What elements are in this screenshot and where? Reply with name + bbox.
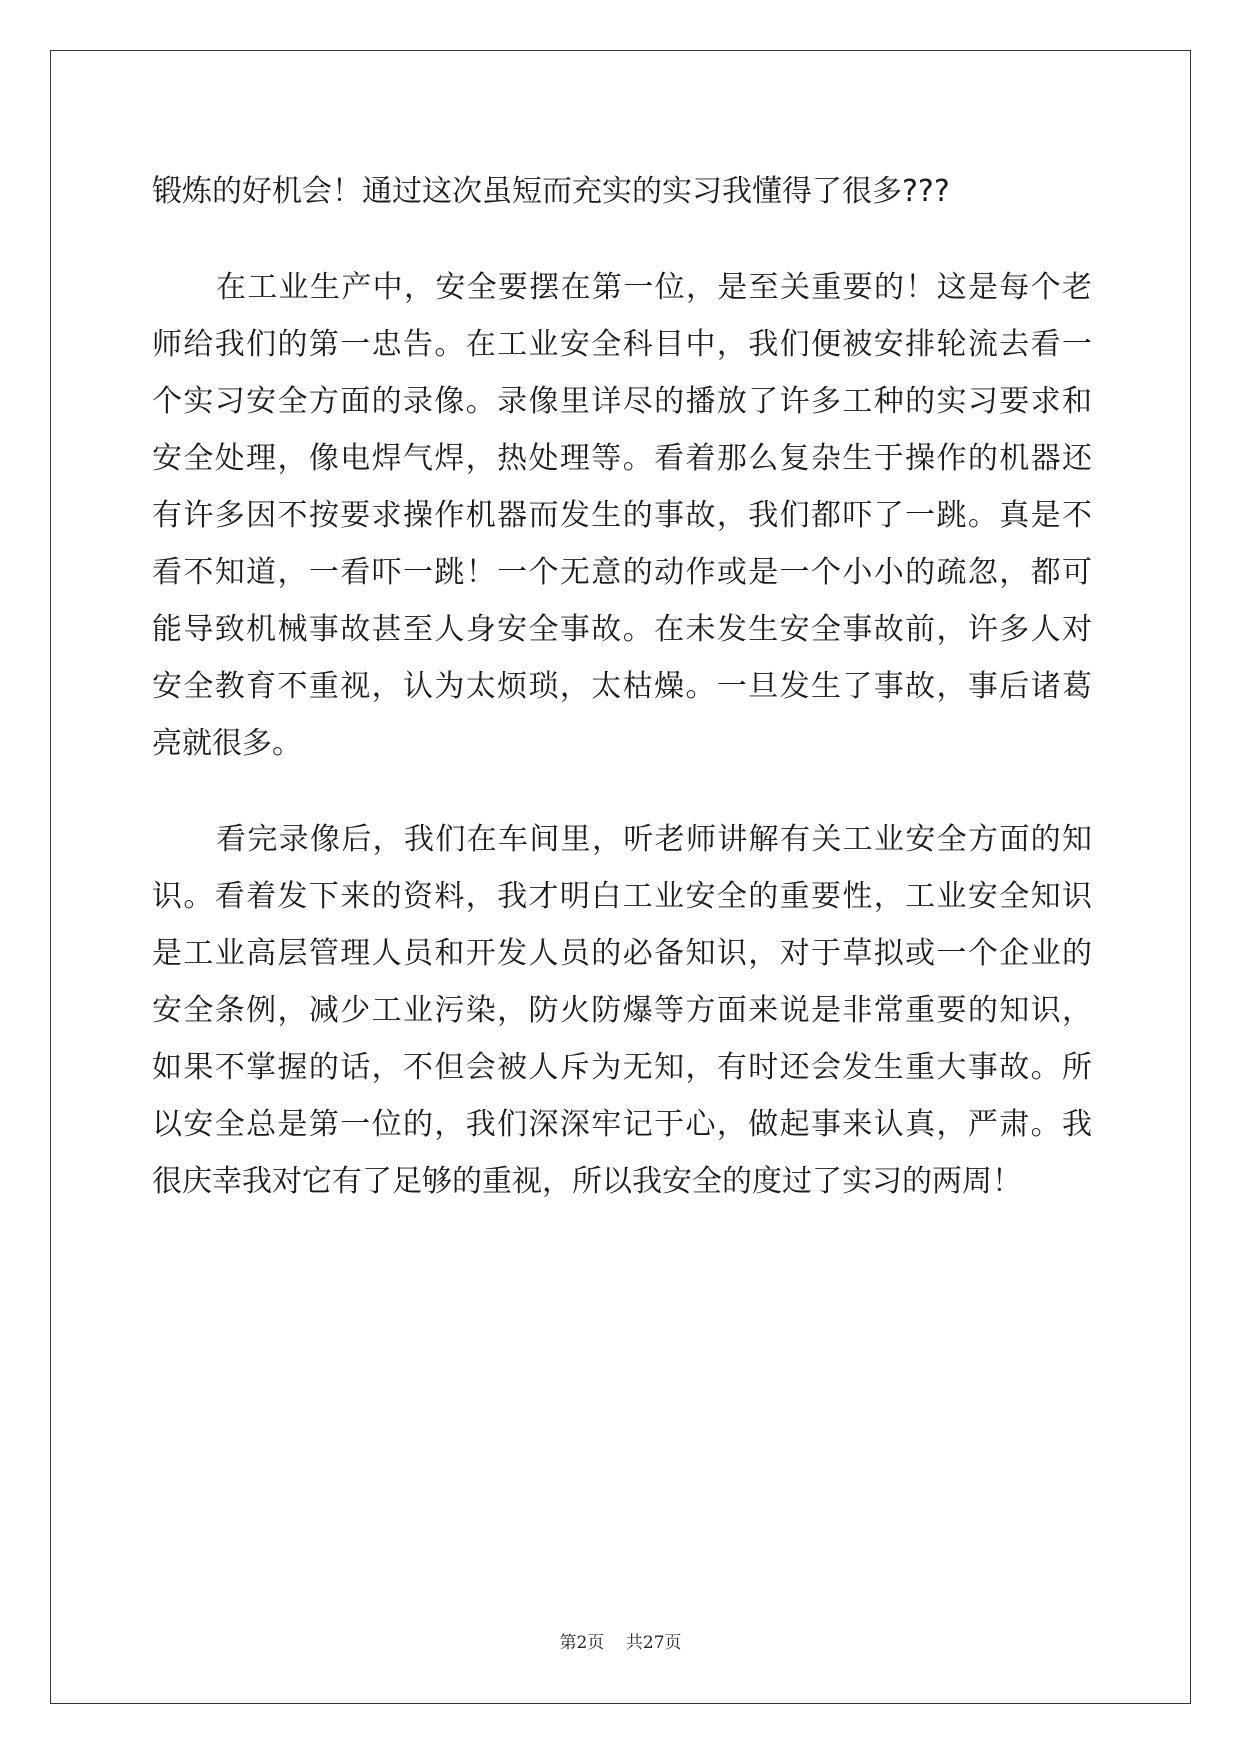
page-footer (0, 1631, 1241, 1655)
document-body (152, 163, 1092, 1210)
text-line: 看完录像后，我们在车间里，听老师讲解有关工业安全方面的知 (216, 822, 1092, 857)
text-line: 安全条例，减少工业污染，防火防爆等方面来说是非常重要的知识， (152, 993, 1092, 1028)
text-line: 以安全总是第一位的，我们深深牢记于心，做起事来认真，严肃。我 (152, 1107, 1092, 1142)
text-line: 能导致机械事故甚至人身安全事故。在未发生安全事故前，许多人对 (152, 612, 1092, 647)
text-line: 识。看着发下来的资料，我才明白工业安全的重要性，工业安全知识 (152, 879, 1092, 914)
text-line: 在工业生产中，安全要摆在第一位，是至关重要的！这是每个老 (216, 270, 1092, 305)
text-line: 个实习安全方面的录像。录像里详尽的播放了许多工种的实习要求和 (152, 384, 1092, 419)
text-line: 是工业高层管理人员和开发人员的必备知识，对于草拟或一个企业的 (152, 936, 1092, 971)
page-number: 第2页 (559, 1633, 605, 1653)
page-total: 共27页 (625, 1633, 682, 1653)
text-line: 安全教育不重视，认为太烦琐，太枯燥。一旦发生了事故，事后诸葛 (152, 669, 1092, 704)
text-line: 亮就很多。 (152, 726, 302, 761)
text-line: 如果不掌握的话，不但会被人斥为无知，有时还会发生重大事故。所 (152, 1050, 1092, 1085)
text-line: 锻炼的好机会！通过这次虽短而充实的实习我懂得了很多??? (152, 174, 950, 209)
text-line: 很庆幸我对它有了足够的重视，所以我安全的度过了实习的两周！ (152, 1164, 1022, 1199)
text-line: 安全处理，像电焊气焊，热处理等。看着那么复杂生于操作的机器还 (152, 441, 1092, 476)
text-line: 看不知道，一看吓一跳！一个无意的动作或是一个小小的疏忽，都可 (152, 555, 1092, 590)
text-line: 有许多因不按要求操作机器而发生的事故，我们都吓了一跳。真是不 (152, 498, 1092, 533)
text-line: 师给我们的第一忠告。在工业安全科目中，我们便被安排轮流去看一 (152, 327, 1092, 362)
